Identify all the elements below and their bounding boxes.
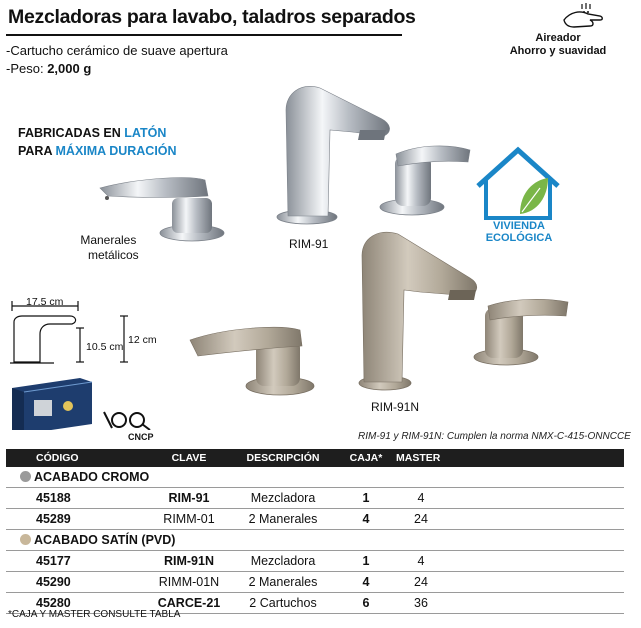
feature-peso-value: 2,000 g: [47, 61, 92, 76]
feature-cartucho-text: -Cartucho cerámico de suave apertura: [6, 43, 228, 58]
satin-handle-right: [474, 299, 568, 365]
table-row: 45280 CARCE-21 2 Cartuchos 6 36: [6, 593, 624, 614]
aireador-label: [498, 32, 618, 58]
dim-height-inner: 10.5 cm: [86, 341, 124, 353]
rim91-label: RIM-91: [289, 237, 329, 251]
rim91n-spout: [359, 232, 477, 390]
feature-cartucho: [6, 43, 228, 58]
feature-peso-label: -Peso:: [6, 61, 48, 76]
group-name: ACABADO SATÍN (PVD): [34, 533, 176, 547]
hand-water-icon: [560, 2, 606, 32]
col-caja: CAJA*: [336, 449, 396, 467]
group-row-satin: [6, 530, 624, 551]
title-divider: [6, 34, 402, 36]
chrome-handle-right: [380, 146, 470, 215]
table-header-row: [6, 449, 624, 467]
col-clave: CLAVE: [148, 449, 230, 467]
manerales-label: Manerales metálicos: [80, 233, 139, 262]
dim-height-total: 12 cm: [128, 334, 157, 346]
table-row: 45289 RIMM-01 2 Manerales 4 24: [6, 509, 624, 530]
product-box: [12, 378, 92, 430]
dim-width: 17.5 cm: [26, 296, 64, 308]
brass-note-line2: PARA MÁXIMA DURACIÓN: [18, 144, 177, 158]
aireador-subtitle: Ahorro y suavidad: [509, 45, 607, 57]
chrome-swatch-icon: [20, 471, 31, 482]
rim91n-label: RIM-91N: [371, 400, 420, 414]
chrome-handle-left: [100, 178, 224, 241]
brass-note-line1: FABRICADAS EN LATÓN: [18, 126, 167, 140]
col-desc: DESCRIPCIÓN: [230, 449, 336, 467]
cncp-logo: [104, 412, 150, 430]
specs-table: [6, 449, 624, 614]
satin-handle-left: [190, 327, 314, 395]
group-row-cromo: [6, 467, 624, 488]
norma-note: RIM-91 y RIM-91N: Cumplen la norma NMX-C-415-ONNCCE: [358, 431, 631, 442]
col-code: CÓDIGO: [6, 449, 148, 467]
satin-swatch-icon: [20, 534, 31, 545]
page-title: Mezcladoras para lavabo, taladros separados: [8, 6, 416, 28]
group-name: ACABADO CROMO: [34, 470, 150, 484]
footnote: *CAJA Y MASTER CONSULTE TABLA: [8, 609, 181, 620]
vivienda-ecologica-label: VIVIENDA ECOLÓGICA: [485, 220, 553, 244]
cncp-label: CNCP: [128, 432, 154, 442]
dimension-drawing: [10, 301, 128, 363]
rim91-spout: [277, 86, 390, 224]
table-row: 45177 RIM-91N Mezcladora 1 4: [6, 551, 624, 572]
table-row: 45290 RIMM-01N 2 Manerales 4 24: [6, 572, 624, 593]
eco-house-icon: [478, 150, 558, 218]
col-master: MASTER: [396, 449, 446, 467]
aireador-title: Aireador: [535, 32, 581, 44]
table-row: 45188 RIM-91 Mezcladora 1 4: [6, 488, 624, 509]
